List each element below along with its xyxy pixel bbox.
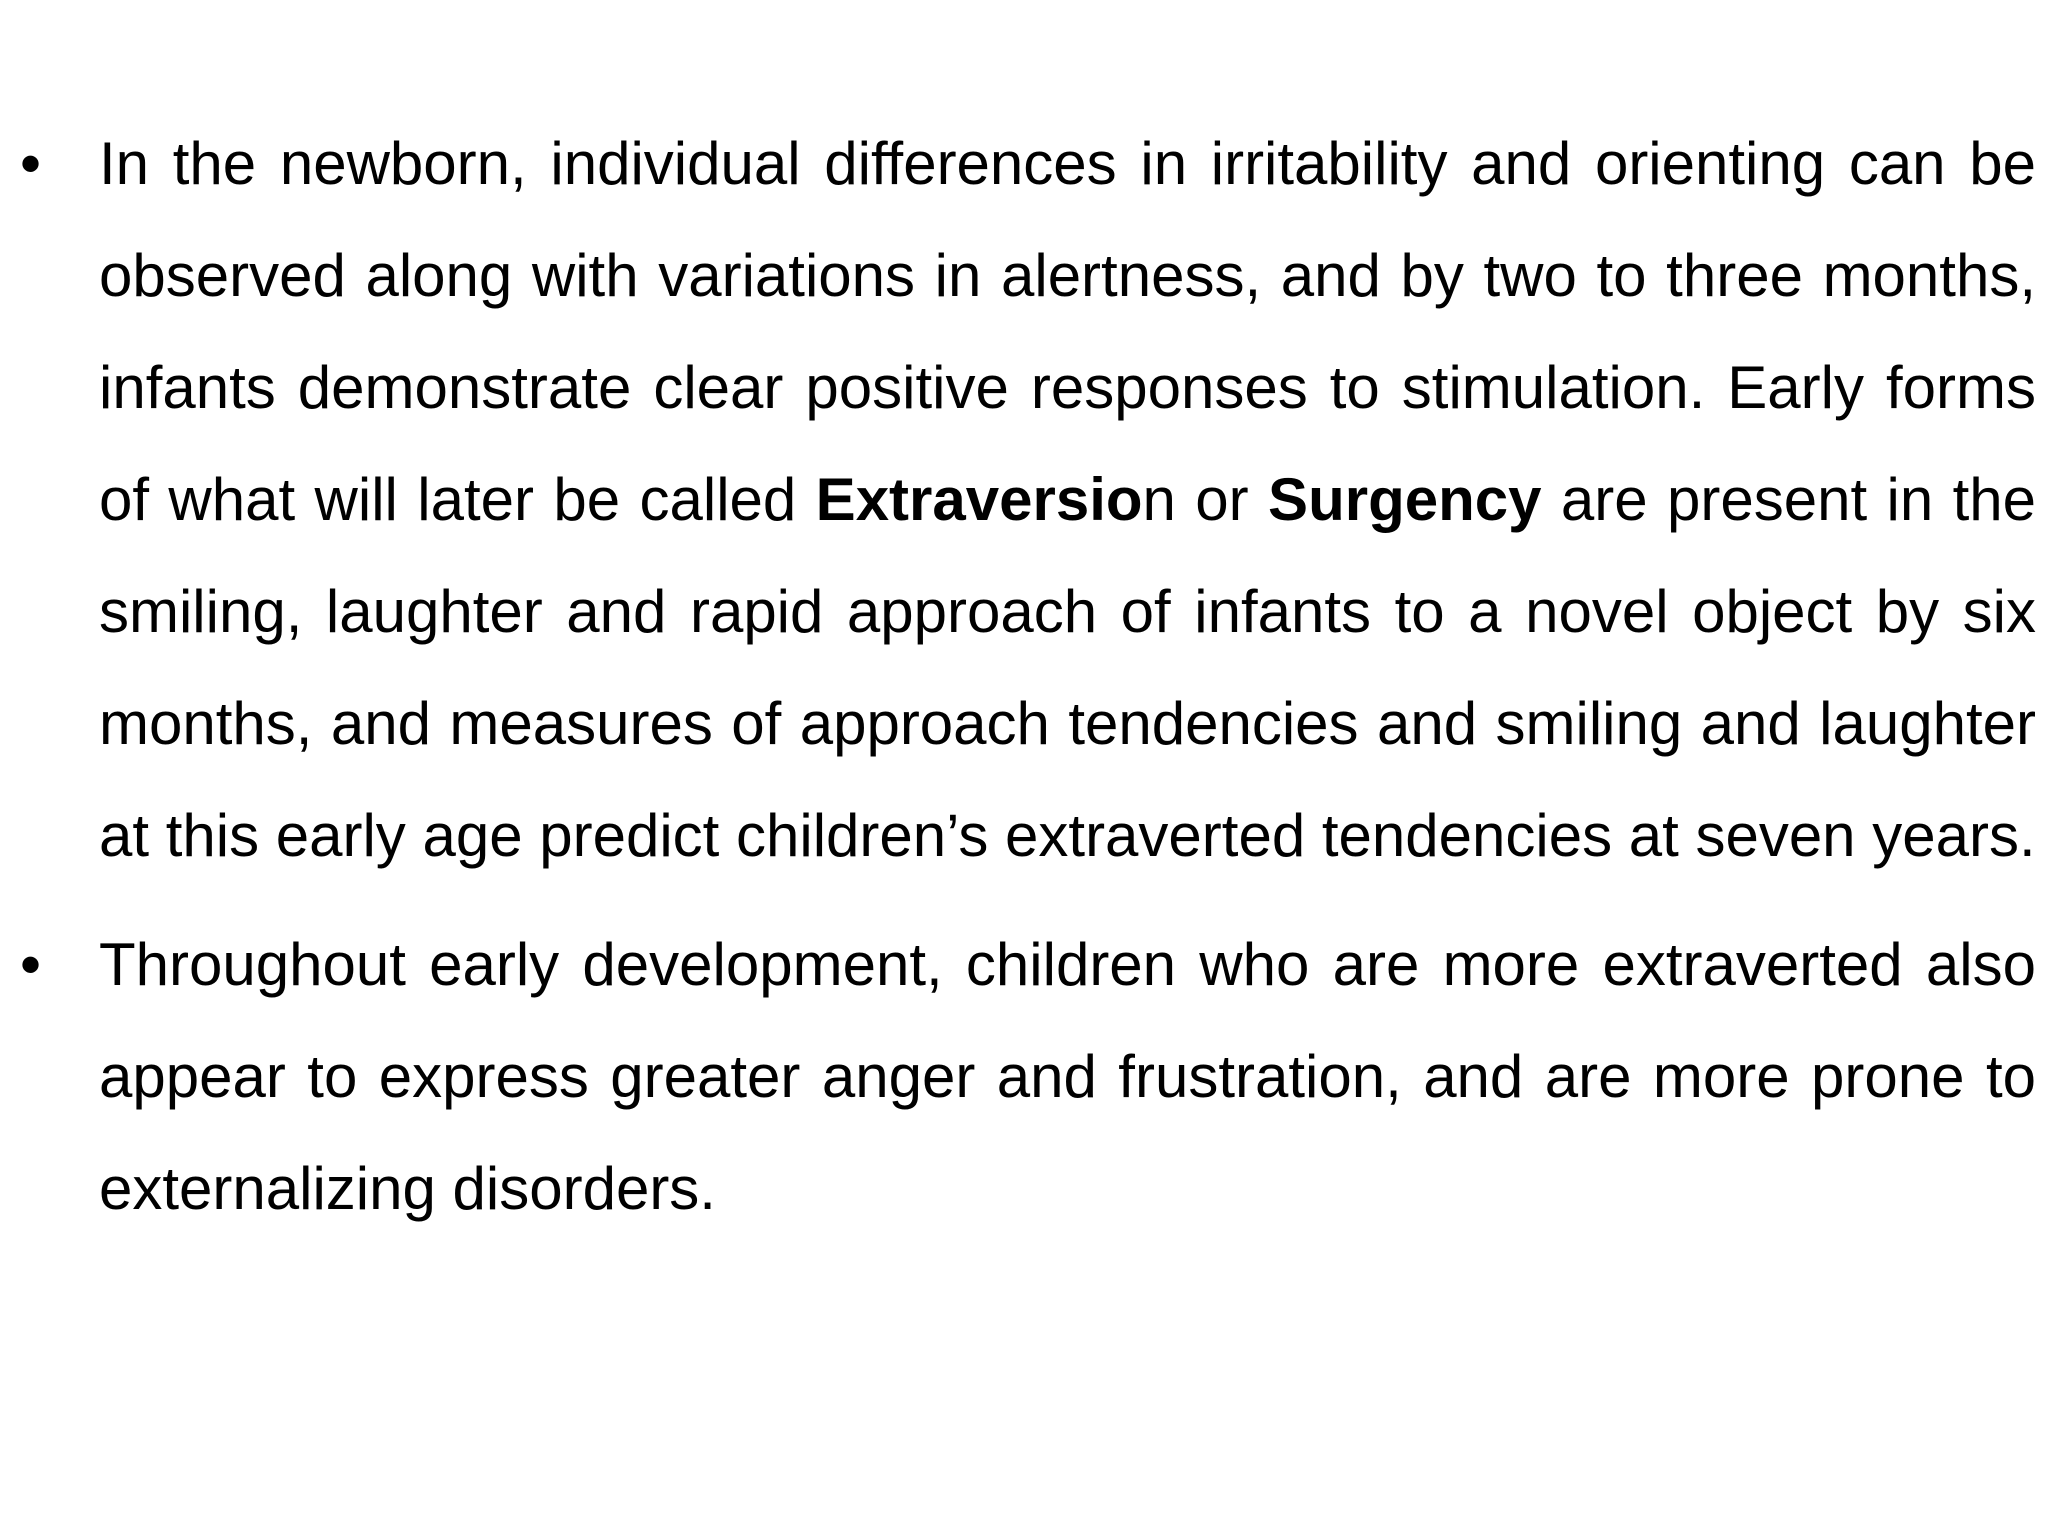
bullet-marker: • — [20, 130, 42, 197]
bullet-text-segment: In the newborn, individual differences in irritability and orienting can be observed along with variations in alertness, and by two to three months, infants demonstrate clear positive responses to stimulation. Early forms of what will later be called — [99, 130, 2036, 533]
bullet-text: Throughout early development, children who are more extraverted also appear to express greater anger and frustration, and are more prone to externalizing disorders. — [99, 931, 2036, 1222]
bullet-item-early-development — [20, 909, 2036, 1245]
bullet-item-newborn — [20, 108, 2036, 892]
bullet-marker: • — [20, 931, 42, 998]
bullet-list — [20, 108, 2036, 1262]
bullet-text-segment: n or — [1142, 466, 1269, 533]
bullet-text-segment: are present in the smiling, laughter and rapid approach of infants to a novel object by six months, and measures of approach tendencies and smiling and laughter at this early age predict children’s extraverted tendencies at seven years. — [99, 466, 2036, 869]
bold-term-surgency: Surgency — [1268, 466, 1542, 533]
bold-term-extraversion: Extraversio — [815, 466, 1143, 533]
